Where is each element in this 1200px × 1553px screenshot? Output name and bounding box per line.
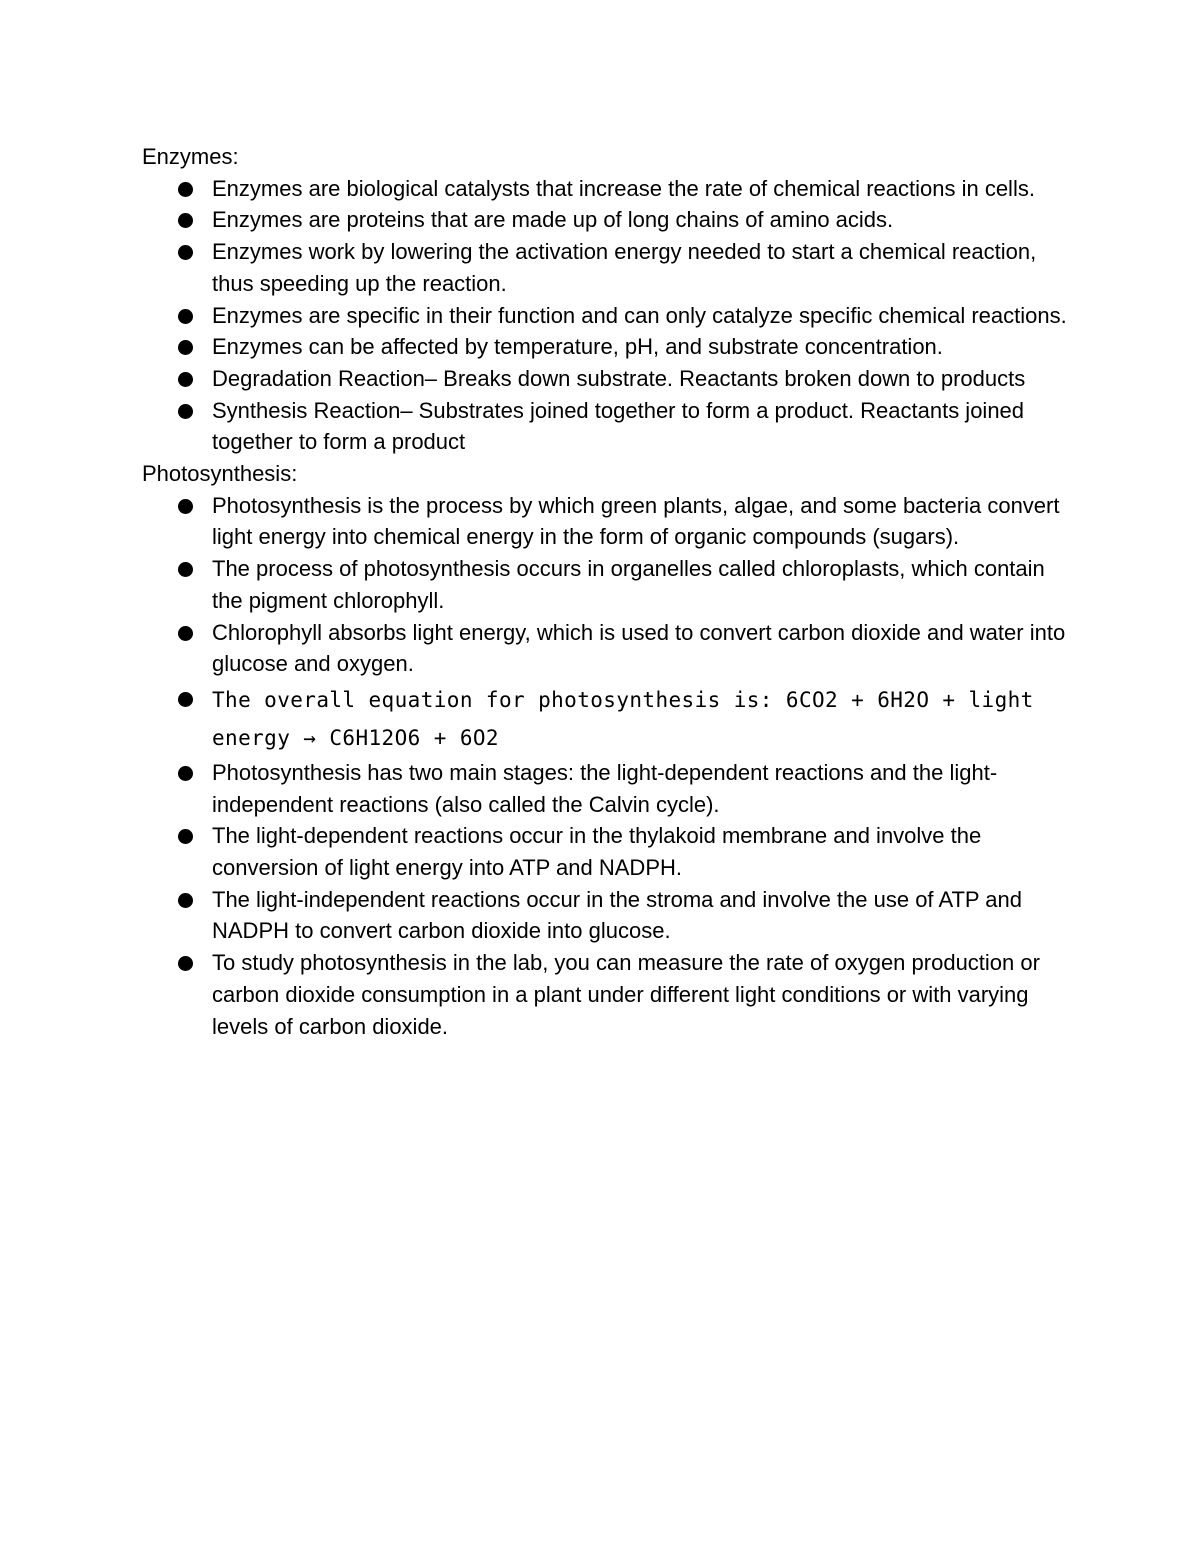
list-item-text: Synthesis Reaction– Substrates joined together to form a product. Reactants joined together to form a product [212,397,1025,455]
bullet-icon [178,893,193,908]
list-item-text: Photosynthesis is the process by which green plants, algae, and some bacteria convert light energy into chemical energy in the form of organic compounds (sugars). [212,492,1060,550]
section-heading-photosynthesis: Photosynthesis: [142,461,298,487]
bullet-icon [178,309,193,324]
bullet-icon [178,692,193,707]
list-item-text: The light-independent reactions occur in the stroma and involve the use of ATP and NADPH to convert carbon dioxide into glucose. [212,886,1023,944]
bullet-icon [178,956,193,971]
document-page [142,141,1072,1042]
list-item-equation [142,680,1072,757]
bullet-icon [178,245,193,260]
list-item [142,173,1072,205]
enzymes-list [142,173,1072,458]
list-item-text: Enzymes can be affected by temperature, pH, and substrate concentration. [212,334,943,360]
list-item [142,331,1072,363]
list-item-text: Chlorophyll absorbs light energy, which is used to convert carbon dioxide and water into glucose and oxygen. [212,619,1066,677]
list-item [142,617,1072,680]
section-heading-enzymes: Enzymes: [142,144,239,169]
list-item [142,395,1072,458]
bullet-icon [178,404,193,419]
list-item [142,884,1072,947]
photosynthesis-equation: The overall equation for photosynthesis is: 6CO2 + 6H2O + light energy → C6H12O6 + 6O2 [212,687,1034,750]
list-item [142,947,1072,1042]
list-item [142,236,1072,299]
list-item [142,553,1072,616]
bullet-icon [178,829,193,844]
list-item-text: Enzymes are proteins that are made up of long chains of amino acids. [212,207,894,233]
photosynthesis-list [142,490,1072,1043]
list-item-text: Enzymes are biological catalysts that increase the rate of chemical reactions in cells. [212,175,1035,201]
list-item-text: To study photosynthesis in the lab, you can measure the rate of oxygen production or carbon dioxide consumption in a plant under different light conditions or with varying levels of carbon dioxide. [212,950,1040,1039]
bullet-icon [178,213,193,228]
list-item [142,300,1072,332]
list-item-text: Enzymes work by lowering the activation energy needed to start a chemical reaction, thus speeding up the reaction. [212,239,1037,296]
bullet-icon [178,626,193,641]
list-item-text: Enzymes are specific in their function and can only catalyze specific chemical reactions. [212,302,1067,328]
list-item [142,820,1072,883]
bullet-icon [178,340,193,355]
list-item [142,363,1072,395]
list-item-text: Degradation Reaction– Breaks down substrate. Reactants broken down to products [212,365,1026,391]
list-item-text: Photosynthesis has two main stages: the light-dependent reactions and the light-independent reactions (also called the Calvin cycle). [212,759,998,817]
bullet-icon [178,499,193,514]
list-item [142,204,1072,236]
bullet-icon [178,562,193,577]
list-item [142,490,1072,553]
list-item-text: The process of photosynthesis occurs in organelles called chloroplasts, which contain the pigment chlorophyll. [212,556,1045,613]
bullet-icon [178,372,193,387]
list-item-text: The light-dependent reactions occur in the thylakoid membrane and involve the conversion of light energy into ATP and NADPH. [212,823,982,881]
bullet-icon [178,182,193,197]
list-item [142,757,1072,820]
bullet-icon [178,766,193,781]
